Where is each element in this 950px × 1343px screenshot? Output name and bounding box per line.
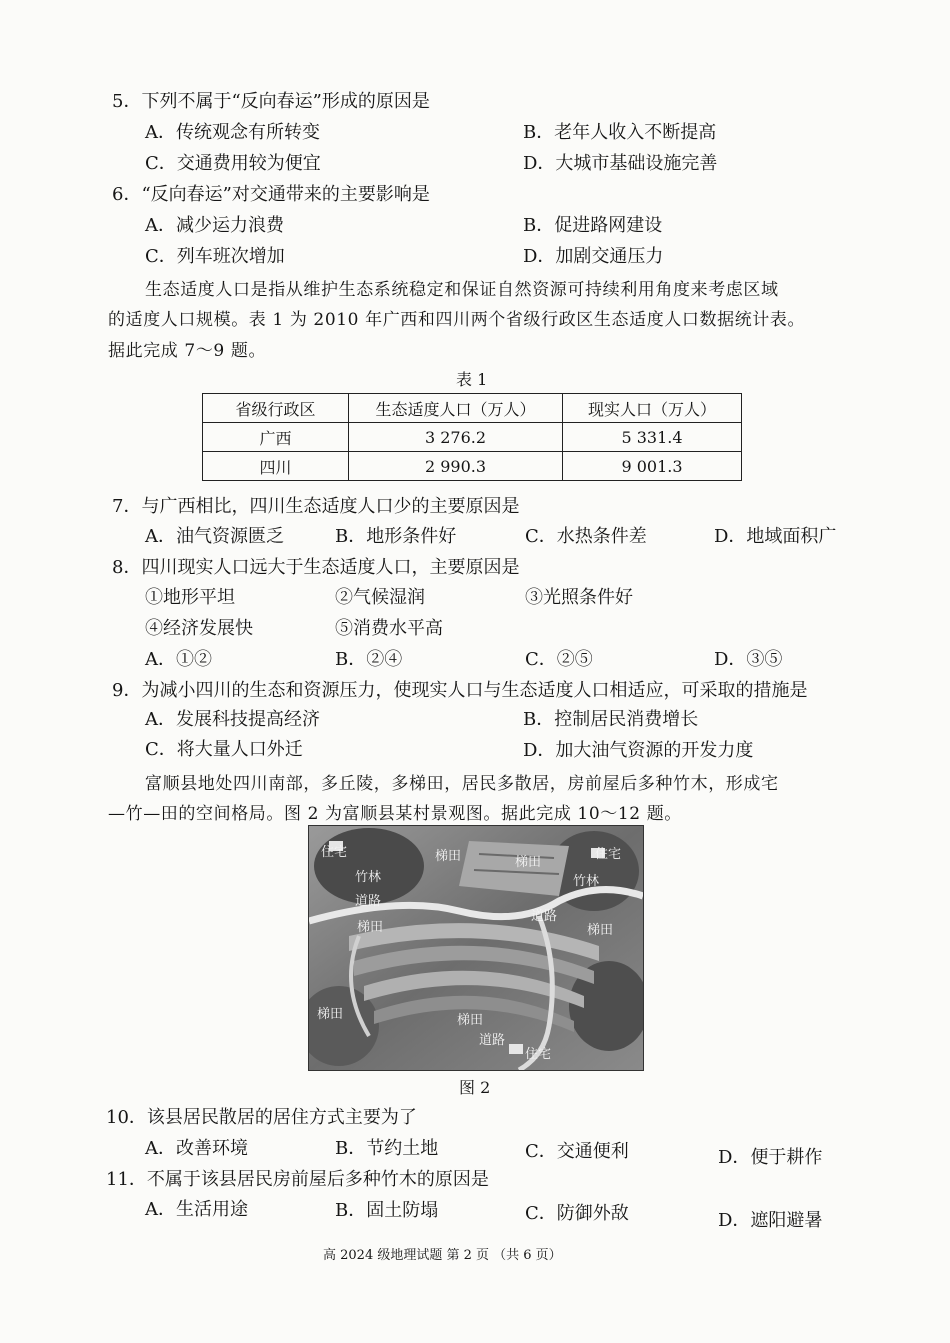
figure2-label: 住宅: [595, 847, 622, 862]
figure2-label: 道路: [355, 894, 382, 909]
q6-option-c: C．列车班次增加: [145, 246, 285, 267]
q10-stem: 10．该县居民散居的居住方式主要为了: [106, 1107, 417, 1128]
figure2-label: 梯田: [435, 849, 462, 864]
q10-option-a: A．改善环境: [145, 1138, 248, 1159]
q8-item-4: ④经济发展快: [145, 618, 253, 639]
q6-stem: 6．“反向春运”对交通带来的主要影响是: [112, 184, 430, 205]
table-cell: 广西: [203, 423, 349, 452]
q8-item-5: ⑤消费水平高: [335, 618, 443, 639]
figure2-landscape-photo: [308, 825, 644, 1071]
figure2-label: 住宅: [525, 1047, 552, 1062]
q7-option-d: D．地域面积广: [714, 526, 837, 547]
q9-option-a: A．发展科技提高经济: [145, 709, 320, 730]
q8-item-2: ②气候湿润: [335, 587, 425, 608]
table-row: [203, 452, 742, 481]
q9-option-c: C．将大量人口外迁: [145, 739, 303, 760]
table-cell: 9 001.3: [563, 452, 742, 481]
figure2-label: 竹林: [355, 870, 382, 885]
q8-stem: 8．四川现实人口远大于生态适度人口，主要原因是: [112, 557, 520, 578]
q8-option-b: B．②④: [335, 649, 403, 670]
q8-option-a: A．①②: [145, 649, 212, 670]
figure2-label: 梯田: [357, 920, 384, 935]
table1: [202, 393, 742, 481]
table-cell: 2 990.3: [349, 452, 563, 481]
figure2-label: 竹林: [573, 874, 600, 889]
figure2-label: 梯田: [515, 855, 542, 870]
page-footer: 高 2024 级地理试题 第 2 页 （共 6 页）: [323, 1248, 562, 1263]
figure2-label: 梯田: [317, 1007, 344, 1022]
intro2-line1: 富顺县地处四川南部，多丘陵，多梯田，居民多散居，房前屋后多种竹木，形成宅: [145, 774, 779, 794]
q11-option-c: C．防御外敌: [525, 1203, 629, 1224]
intro1-line3: 据此完成 7～9 题。: [108, 341, 267, 361]
q6-option-a: A．减少运力浪费: [145, 215, 284, 236]
q9-stem: 9．为减小四川的生态和资源压力，使现实人口与生态适度人口相适应，可采取的措施是: [112, 680, 808, 701]
q7-option-b: B．地形条件好: [335, 526, 457, 547]
q8-option-d: D．③⑤: [714, 649, 783, 670]
table1-caption: 表 1: [456, 370, 488, 389]
figure2-label: 梯田: [457, 1013, 484, 1028]
q5-option-d: D．大城市基础设施完善: [523, 153, 718, 174]
q9-option-d: D．加大油气资源的开发力度: [523, 740, 754, 761]
table-cell: 四川: [203, 452, 349, 481]
table-cell: 5 331.4: [563, 423, 742, 452]
q8-option-c: C．②⑤: [525, 649, 593, 670]
figure2-label: 住宅: [321, 845, 348, 860]
figure2-label: 道路: [531, 909, 558, 924]
q8-item-1: ①地形平坦: [145, 587, 235, 608]
q5-option-a: A．传统观念有所转变: [145, 122, 320, 143]
intro2-line2: —竹—田的空间格局。图 2 为富顺县某村景观图。据此完成 10～12 题。: [108, 804, 682, 824]
q11-option-d: D．遮阳避暑: [718, 1210, 823, 1231]
intro1-line2: 的适度人口规模。表 1 为 2010 年广西和四川两个省级行政区生态适度人口数据统计表。: [108, 310, 806, 330]
table-row: [203, 423, 742, 452]
figure2-label: 梯田: [587, 923, 614, 938]
table1-header: 现实人口（万人）: [563, 394, 742, 423]
q11-stem: 11．不属于该县居民房前屋后多种竹木的原因是: [106, 1169, 489, 1190]
q7-stem: 7．与广西相比，四川生态适度人口少的主要原因是: [112, 496, 520, 517]
q10-option-c: C．交通便利: [525, 1141, 629, 1162]
q9-option-b: B．控制居民消费增长: [523, 709, 699, 730]
table1-header-row: [203, 394, 742, 423]
q10-option-d: D．便于耕作: [718, 1147, 823, 1168]
q11-option-b: B．固土防塌: [335, 1200, 439, 1221]
q7-option-a: A．油气资源匮乏: [145, 526, 284, 547]
table-cell: 3 276.2: [349, 423, 563, 452]
q7-option-c: C．水热条件差: [525, 526, 647, 547]
intro1-line1: 生态适度人口是指从维护生态系统稳定和保证自然资源可持续利用角度来考虑区域: [145, 280, 779, 300]
q5-option-b: B．老年人收入不断提高: [523, 122, 717, 143]
figure2-svg: [309, 826, 643, 1070]
table1-header: 省级行政区: [203, 394, 349, 423]
q6-option-d: D．加剧交通压力: [523, 246, 664, 267]
q10-option-b: B．节约土地: [335, 1138, 439, 1159]
q8-item-3: ③光照条件好: [525, 587, 633, 608]
table1-header: 生态适度人口（万人）: [349, 394, 563, 423]
q11-option-a: A．生活用途: [145, 1199, 248, 1220]
figure2-caption: 图 2: [459, 1078, 491, 1097]
q5-stem: 5．下列不属于“反向春运”形成的原因是: [112, 91, 430, 112]
figure2-label: 道路: [479, 1033, 506, 1048]
q6-option-b: B．促进路网建设: [523, 215, 663, 236]
q5-option-c: C．交通费用较为便宜: [145, 153, 321, 174]
